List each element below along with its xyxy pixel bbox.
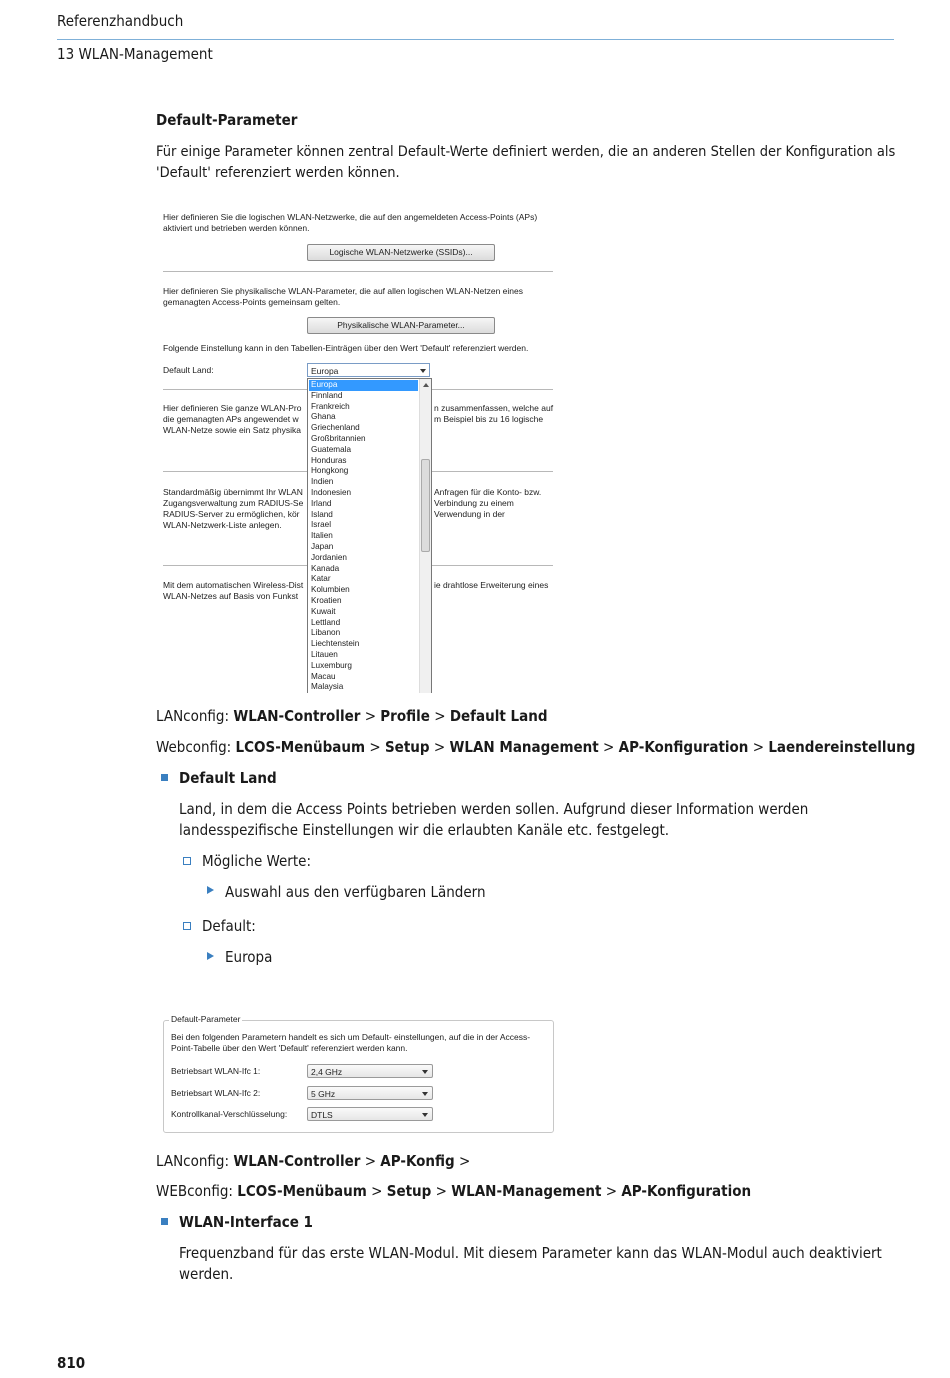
path-separator: > — [434, 707, 446, 725]
path-separator: > — [752, 738, 765, 756]
path-segment: AP-Konfig — [380, 1152, 455, 1170]
running-header-chapter: 13 WLAN-Management — [57, 45, 213, 63]
control-channel-encryption-select[interactable] — [307, 1107, 433, 1121]
text-wds-right: ie drahtlose Erweiterung eines — [434, 580, 549, 590]
item-title-wlan-interface-1: WLAN-Interface 1 — [179, 1213, 313, 1231]
country-option[interactable]: Frankreich — [311, 401, 350, 411]
possible-values-label: Mögliche Werte: — [202, 852, 311, 870]
country-option[interactable]: Italien — [311, 531, 333, 541]
item-description: Land, in dem die Access Points betrieben werden sollen. Aufgrund dieser Information werden landesspezifische Einstellungen wir die erlaubten Kanäle etc. festgelegt. — [179, 800, 809, 839]
country-option[interactable]: Indien — [311, 477, 334, 487]
country-option[interactable]: Luxemburg — [311, 660, 352, 670]
country-dropdown-list[interactable] — [307, 378, 432, 693]
text-radius-right: Anfragen für die Konto- bzw. Verbindung zu einem Verwendung in der — [434, 487, 542, 519]
group-title: Default-Parameter — [171, 1014, 241, 1024]
country-option[interactable]: Irland — [311, 498, 332, 508]
default-land-value: Europa — [311, 366, 339, 376]
path-prefix: Webconfig: — [156, 738, 232, 756]
country-option[interactable]: Katar — [311, 574, 331, 584]
path-separator: > — [459, 1152, 471, 1170]
country-option[interactable]: Japan — [311, 542, 334, 551]
path-separator: > — [364, 1152, 376, 1170]
section-intro: Für einige Parameter können zentral Default-Werte definiert werden, die an anderen Stellen der Konfiguration als 'Default' referenziert werden können. — [156, 144, 896, 181]
row2-label: Betriebsart WLAN-Ifc 2: — [171, 1088, 261, 1098]
scroll-up-icon[interactable] — [423, 383, 429, 387]
separator — [163, 271, 553, 272]
path-separator: > — [369, 738, 381, 756]
path-segment: Setup — [384, 738, 430, 756]
item-title-default-land: Default Land — [179, 769, 277, 787]
path-separator: > — [371, 1182, 383, 1200]
path-segment: WLAN-Controller — [233, 707, 361, 725]
country-option[interactable]: Indonesien — [311, 488, 352, 497]
text-physical-parameters: Hier definieren Sie physikalische WLAN-Parameter, die auf allen logischen WLAN-Netzen eines gemanagten Access-Points gemeinsam gelten. — [163, 286, 524, 307]
screenshot-default-parameters — [163, 1014, 555, 1134]
path-segment: Laendereinstellung — [768, 738, 916, 756]
logical-wlan-networks-button[interactable]: Logische WLAN-Netzwerke (SSIDs)... — [307, 244, 495, 261]
dropdown-scrollbar[interactable] — [419, 379, 431, 693]
scrollbar-thumb[interactable] — [421, 459, 430, 552]
square-bullet-icon — [161, 774, 168, 781]
country-option[interactable]: Kroatien — [311, 596, 342, 605]
control-channel-encryption-value: DTLS — [311, 1110, 333, 1120]
default-land-label: Default Land: — [163, 365, 214, 375]
chevron-down-icon — [422, 1070, 428, 1074]
path-prefix: WEBconfig: — [156, 1182, 233, 1200]
country-option[interactable]: Europa — [309, 380, 418, 391]
default-land-select[interactable] — [307, 363, 430, 377]
country-option[interactable]: Litauen — [311, 650, 338, 659]
text-wlan-profiles-left: Hier definieren Sie ganze WLAN-Pro die gemanagten APs angewendet w WLAN-Netze sowie ein Satz physika — [163, 403, 302, 435]
country-option[interactable]: Island — [311, 509, 333, 519]
path-segment: AP-Konfiguration — [618, 738, 749, 756]
country-option[interactable]: Kanada — [311, 563, 340, 573]
triangle-bullet-icon — [207, 886, 214, 894]
country-option[interactable]: Kuwait — [311, 606, 336, 616]
path-segment: Profile — [380, 707, 430, 725]
path-separator: > — [364, 707, 376, 725]
default-label: Default: — [202, 917, 256, 935]
webconfig-path — [156, 737, 915, 758]
default-value-text: Europa — [225, 948, 273, 966]
path-segment: WLAN-Management — [451, 1182, 602, 1200]
path-segment: AP-Konfiguration — [621, 1182, 752, 1200]
text-radius-left: Standardmäßig übernimmt Ihr WLAN Zugangsverwaltung zum RADIUS-Se RADIUS-Server zu ermöglichen, kör WLAN-Netzwerk-Liste anlegen. — [163, 487, 304, 530]
path-segment: LCOS-Menübaum — [237, 1182, 367, 1200]
country-option[interactable]: Honduras — [311, 455, 347, 465]
path-segment: Default Land — [449, 707, 548, 725]
running-header-title: Referenzhandbuch — [57, 12, 184, 30]
screenshot-wlan-controller-settings — [160, 205, 558, 693]
triangle-bullet-icon — [207, 952, 214, 960]
country-option[interactable]: Malaysia — [311, 682, 344, 692]
hollow-square-bullet-icon — [183, 857, 191, 865]
lanconfig-path-2 — [156, 1151, 470, 1172]
path-segment: Setup — [386, 1182, 432, 1200]
country-option[interactable]: Finnland — [311, 390, 343, 400]
lanconfig-path — [156, 706, 548, 727]
row3-label: Kontrollkanal-Verschlüsselung: — [171, 1109, 288, 1119]
country-option[interactable]: Ghana — [311, 412, 336, 422]
country-option[interactable]: Liechtenstein — [311, 639, 360, 649]
country-option[interactable]: Jordanien — [311, 552, 347, 562]
chevron-down-icon — [420, 369, 426, 373]
chevron-down-icon — [422, 1113, 428, 1117]
wlan-ifc1-mode-value: 2,4 GHz — [311, 1067, 343, 1077]
physical-wlan-parameters-button[interactable]: Physikalische WLAN-Parameter... — [307, 317, 495, 334]
country-option[interactable]: Libanon — [311, 628, 341, 638]
page-number: 810 — [57, 1354, 86, 1372]
group-info-text: Bei den folgenden Parametern handelt es sich um Default- einstellungen, auf die in der Access-Point-Tabelle über den Wert 'Default' referenziert werden kann. — [171, 1032, 531, 1053]
country-option[interactable]: Großbritannien — [311, 434, 366, 443]
path-prefix: LANconfig: — [156, 1152, 230, 1170]
country-option[interactable]: Macau — [311, 671, 336, 681]
path-separator: > — [605, 1182, 618, 1200]
wlan-ifc2-mode-select[interactable] — [307, 1086, 433, 1100]
country-option[interactable]: Griechenland — [311, 423, 360, 433]
country-option[interactable]: Hongkong — [311, 466, 349, 476]
chevron-down-icon — [422, 1092, 428, 1096]
header-rule — [57, 39, 894, 40]
section-heading: Default-Parameter — [156, 111, 298, 129]
path-segment: WLAN Management — [449, 738, 599, 756]
webconfig-path-2 — [156, 1181, 751, 1202]
row1-label: Betriebsart WLAN-Ifc 1: — [171, 1066, 261, 1076]
text-logical-networks: Hier definieren Sie die logischen WLAN-Netzwerke, die auf den angemeldeten Access-Points (APs) aktiviert und betrieben werden können. — [163, 212, 538, 233]
path-segment: WLAN-Controller — [233, 1152, 361, 1170]
country-option[interactable]: Guatemala — [311, 444, 352, 454]
text-default-reference: Folgende Einstellung kann in den Tabellen-Einträgen über den Wert 'Default' referenziert werden. — [163, 343, 529, 353]
wlan-ifc2-mode-value: 5 GHz — [311, 1089, 336, 1099]
country-option[interactable]: Lettland — [311, 617, 341, 627]
path-separator: > — [433, 738, 446, 756]
text-wlan-profiles-right: n zusammenfassen, welche auf m Beispiel bis zu 16 logische — [434, 403, 554, 424]
country-option[interactable]: Israel — [311, 520, 332, 530]
hollow-square-bullet-icon — [183, 922, 191, 930]
item-description-2: Frequenzband für das erste WLAN-Modul. Mit diesem Parameter kann das WLAN-Modul auch deaktiviert werden. — [179, 1244, 882, 1283]
square-bullet-icon — [161, 1218, 168, 1225]
path-prefix: LANconfig: — [156, 707, 230, 725]
wlan-ifc1-mode-select[interactable] — [307, 1064, 433, 1078]
text-wds-left: Mit dem automatischen Wireless-Dist WLAN-Netzes auf Basis von Funkst — [163, 580, 304, 601]
path-separator: > — [603, 738, 615, 756]
country-option[interactable]: Kolumbien — [311, 585, 350, 595]
path-separator: > — [435, 1182, 447, 1200]
possible-values-text: Auswahl aus den verfügbaren Ländern — [225, 883, 486, 901]
path-segment: LCOS-Menübaum — [235, 738, 366, 756]
